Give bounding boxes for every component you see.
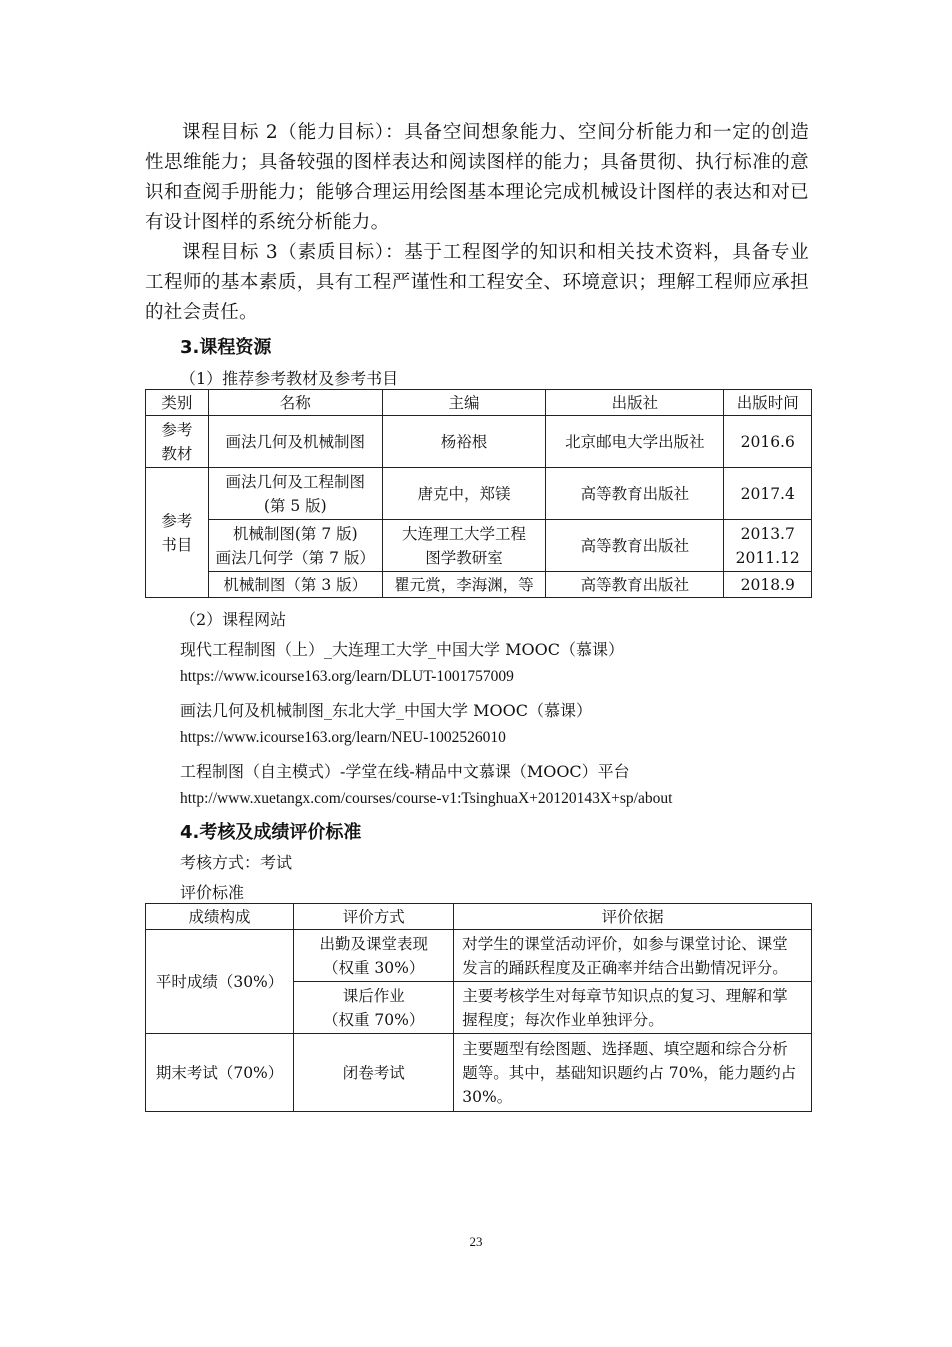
book-publisher: 高等教育出版社 xyxy=(546,572,724,598)
page-number: 23 xyxy=(469,1234,483,1249)
site-link[interactable]: https://www.icourse163.org/learn/NEU-1002526010 xyxy=(180,729,506,746)
table-row xyxy=(146,416,812,468)
eval-basis: 主要考核学生对每章节知识点的复习、理解和掌握程度；每次作业单独评分。 xyxy=(454,982,812,1034)
assessment-method: 考核方式：考试 xyxy=(180,853,293,872)
book-date-a: 2013.7 xyxy=(740,524,795,543)
eval-method-weight: （权重 70%） xyxy=(323,1010,425,1029)
section-3-title: 3.课程资源 xyxy=(180,337,272,358)
site-name: 画法几何及机械制图_东北大学_中国大学 MOOC（慕课） xyxy=(180,701,592,720)
textbook-subtitle: （1）推荐参考教材及参考书目 xyxy=(180,369,399,388)
textbook-table xyxy=(145,389,812,598)
book-date: 2016.6 xyxy=(724,416,812,468)
table-row xyxy=(146,930,812,982)
table-header-row xyxy=(146,390,812,416)
book-editor: 唐克中，郑镁 xyxy=(382,468,546,520)
book-title: 机械制图（第 3 版） xyxy=(208,572,382,598)
header-category: 类别 xyxy=(146,390,209,416)
table-row xyxy=(146,1034,812,1112)
book-publisher: 高等教育出版社 xyxy=(546,468,724,520)
eval-basis: 对学生的课堂活动评价，如参与课堂讨论、课堂发言的踊跃程度及正确率并结合出勤情况评分。 xyxy=(454,930,812,982)
eval-method: 闭卷考试 xyxy=(294,1034,454,1112)
book-publisher: 北京邮电大学出版社 xyxy=(546,416,724,468)
table-header-row xyxy=(146,904,812,930)
book-title: 画法几何及机械制图 xyxy=(208,416,382,468)
eval-method xyxy=(294,982,454,1034)
book-publisher: 高等教育出版社 xyxy=(546,520,724,572)
table-row xyxy=(146,572,812,598)
site-link[interactable]: http://www.xuetangx.com/courses/course-v1:TsinghuaX+20120143X+sp/about xyxy=(180,790,673,807)
book-title: 画法几何及工程制图(第 5 版) xyxy=(208,468,382,520)
category-textbook: 参考教材 xyxy=(146,416,209,468)
site-name: 现代工程制图（上）_大连理工大学_中国大学 MOOC（慕课） xyxy=(180,640,624,659)
header-method: 评价方式 xyxy=(294,904,454,930)
course-goal-2: 课程目标 2（能力目标）：具备空间想象能力、空间分析能力和一定的创造性思维能力；具备较强的图样表达和阅读图样的能力；具备贯彻、执行标准的意识和查阅手册能力；能够合理运用绘图基本理论完成机械设计图样的表达和对已有设计图样的系统分析能力。 xyxy=(145,122,809,233)
header-basis: 评价依据 xyxy=(454,904,812,930)
book-date: 2017.4 xyxy=(724,468,812,520)
regular-score: 平时成绩（30%） xyxy=(146,930,294,1034)
book-title-a: 机械制图(第 7 版) xyxy=(232,524,358,543)
book-title-b: 画法几何学（第 7 版） xyxy=(215,548,375,567)
eval-method-weight: （权重 30%） xyxy=(323,958,425,977)
eval-basis: 主要题型有绘图题、选择题、填空题和综合分析题等。其中，基础知识题约占 70%，能力题约占 30%。 xyxy=(454,1034,812,1112)
header-title: 名称 xyxy=(208,390,382,416)
course-goal-3: 课程目标 3（素质目标）：基于工程图学的知识和相关技术资料，具备专业工程师的基本素质，具有工程严谨性和工程安全、环境意识；理解工程师应承担的社会责任。 xyxy=(145,242,809,323)
websites-subtitle: （2）课程网站 xyxy=(180,610,287,629)
header-composition: 成绩构成 xyxy=(146,904,294,930)
site-link[interactable]: https://www.icourse163.org/learn/DLUT-1001757009 xyxy=(180,668,514,685)
site-name: 工程制图（自主模式）-学堂在线-精品中文慕课（MOOC）平台 xyxy=(180,762,630,781)
header-date: 出版时间 xyxy=(724,390,812,416)
book-editor: 杨裕根 xyxy=(382,416,546,468)
assessment-table xyxy=(145,903,812,1112)
final-exam-score: 期末考试（70%） xyxy=(146,1034,294,1112)
table-row xyxy=(146,520,812,572)
book-title xyxy=(208,520,382,572)
book-editor: 大连理工大学工程图学教研室 xyxy=(382,520,546,572)
table-row xyxy=(146,468,812,520)
book-date xyxy=(724,520,812,572)
book-date: 2018.9 xyxy=(724,572,812,598)
category-refbooks: 参考书目 xyxy=(146,468,209,598)
eval-method-name: 出勤及课堂表现 xyxy=(319,934,428,953)
book-editor: 瞿元赏，李海渊，等 xyxy=(382,572,546,598)
book-date-b: 2011.12 xyxy=(735,548,800,567)
header-editor: 主编 xyxy=(382,390,546,416)
header-publisher: 出版社 xyxy=(546,390,724,416)
section-4-title: 4.考核及成绩评价标准 xyxy=(180,822,362,843)
eval-method-name: 课后作业 xyxy=(342,986,405,1005)
eval-method xyxy=(294,930,454,982)
criteria-label: 评价标准 xyxy=(180,883,245,902)
